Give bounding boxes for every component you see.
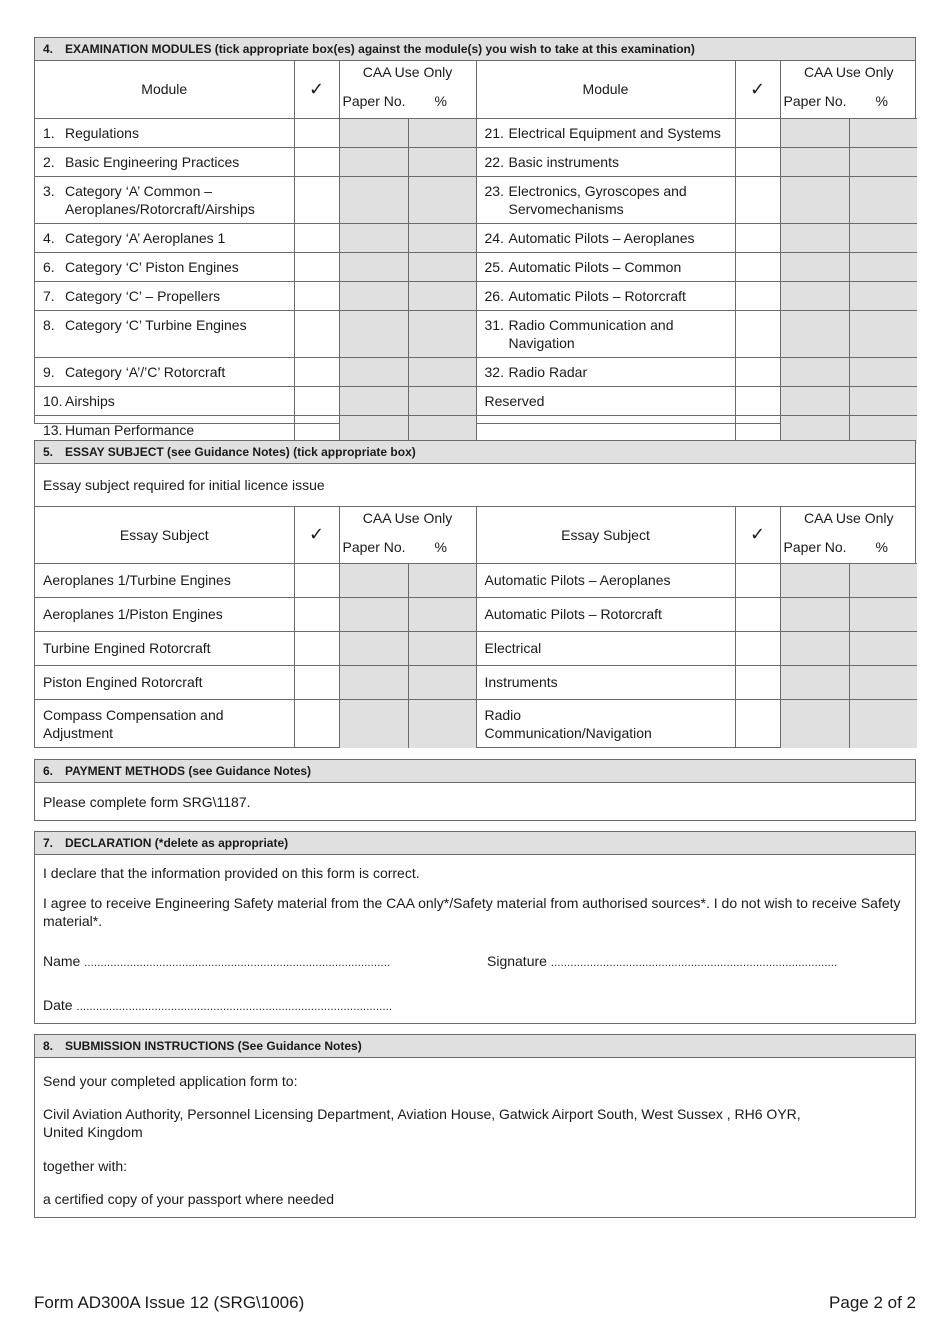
section-declaration: [34, 831, 916, 1024]
date-label: Date: [43, 997, 73, 1013]
module-cell: [476, 310, 735, 357]
declaration-line-2: I agree to receive Engineering Safety material from the CAA only*/Safety material from authorised sources*. I do not wish to receive Safety material*.: [43, 895, 901, 929]
caa-percent-cell: [408, 176, 476, 223]
section-6-header: [35, 760, 915, 783]
module-cell: [476, 281, 735, 310]
date-field[interactable]: [35, 996, 400, 1016]
section-title: DECLARATION (*delete as appropriate): [65, 836, 289, 850]
section-4-header: [35, 38, 915, 61]
caa-percent-cell: [849, 357, 917, 386]
paper-no-label: Paper No.: [342, 93, 406, 109]
date-dots: .................................................................................................: [76, 1001, 393, 1013]
essay-subject-cell: Automatic Pilots – Rotorcraft: [476, 597, 735, 631]
percent-label: %: [434, 539, 447, 555]
tick-column-header: ✓: [735, 61, 780, 118]
essay-tick-box[interactable]: [294, 563, 339, 597]
caa-percent-cell: [849, 252, 917, 281]
module-row: [35, 310, 917, 357]
tick-column-header: ✓: [294, 61, 339, 118]
module-tick-box[interactable]: [294, 281, 339, 310]
module-tick-box[interactable]: [294, 386, 339, 415]
section-submission-instructions: [34, 1034, 916, 1218]
caa-paper-no-cell: [780, 597, 849, 631]
caa-paper-no-cell: [780, 563, 849, 597]
module-number: 10.: [43, 392, 63, 409]
module-tick-box[interactable]: [735, 252, 780, 281]
module-number: 8.: [43, 316, 55, 333]
module-name: Radio Communication and: [508, 316, 674, 333]
caa-percent-cell: [849, 176, 917, 223]
module-name: Human Performance: [65, 421, 195, 438]
caa-paper-no-cell: [339, 597, 408, 631]
module-cell: [476, 118, 735, 147]
essay-subject-line: Adjustment: [43, 724, 114, 741]
name-label: Name: [43, 953, 81, 969]
caa-percent-cell: [408, 597, 476, 631]
caa-percent-cell: [408, 699, 476, 748]
essay-subject-cell: Electrical: [476, 631, 735, 665]
caa-use-only-header: [339, 507, 476, 563]
essay-header-row: [35, 507, 917, 563]
essay-subject-cell: Aeroplanes 1/Turbine Engines: [35, 563, 294, 597]
caa-paper-no-cell: [780, 147, 849, 176]
caa-paper-no-cell: [339, 223, 408, 252]
tick-column-header: ✓: [294, 507, 339, 563]
signature-field[interactable]: [479, 952, 845, 972]
module-row: [35, 223, 917, 252]
caa-paper-no-cell: [780, 176, 849, 223]
essay-tick-box[interactable]: [294, 597, 339, 631]
address-line-1: Civil Aviation Authority, Personnel Licensing Department, Aviation House, Gatwick Airport South, West Sussex , RH6 OYR,: [43, 1106, 801, 1122]
module-tick-box[interactable]: [735, 223, 780, 252]
name-dots: ..............................................................................................: [84, 957, 391, 969]
module-tick-box[interactable]: [735, 118, 780, 147]
module-tick-box[interactable]: [735, 310, 780, 357]
module-name: Category ‘C’ – Propellers: [65, 287, 221, 304]
module-number: 31.: [484, 316, 504, 333]
module-row: [35, 386, 917, 415]
essay-tick-box[interactable]: [735, 699, 780, 748]
tick-column-header: ✓: [735, 507, 780, 563]
module-tick-box[interactable]: [735, 147, 780, 176]
paper-no-label: Paper No.: [342, 539, 406, 555]
essay-row: [35, 597, 917, 631]
essay-tick-box[interactable]: [294, 631, 339, 665]
submission-address: [35, 1105, 809, 1141]
essay-table: [35, 507, 917, 748]
caa-use-only-label: CAA Use Only: [804, 510, 894, 526]
modules-table: [35, 61, 917, 444]
module-cell: [35, 118, 294, 147]
module-name: Category ‘A’ Common –: [65, 182, 213, 199]
payment-text: Please complete form SRG\1187.: [43, 794, 251, 810]
module-number: 22.: [484, 153, 504, 170]
essay-row: [35, 665, 917, 699]
percent-label: %: [434, 93, 447, 109]
caa-paper-no-cell: [339, 281, 408, 310]
caa-paper-no-cell: [780, 310, 849, 357]
caa-percent-cell: [849, 310, 917, 357]
percent-label: %: [875, 93, 888, 109]
caa-paper-no-cell: [780, 118, 849, 147]
module-number: 23.: [484, 182, 504, 199]
module-number: 1.: [43, 124, 55, 141]
caa-paper-no-cell: [339, 563, 408, 597]
module-number: 32.: [484, 363, 504, 380]
caa-percent-cell: [849, 223, 917, 252]
module-cell: [35, 252, 294, 281]
module-name-continued: Aeroplanes/Rotorcraft/Airships: [65, 200, 255, 217]
essay-subject-line: Radio: [484, 706, 522, 723]
caa-percent-cell: [408, 281, 476, 310]
submission-line-3: together with:: [43, 1158, 128, 1174]
submission-line-1: Send your completed application form to:: [43, 1073, 298, 1089]
caa-paper-no-cell: [339, 176, 408, 223]
essay-row: [35, 563, 917, 597]
caa-paper-no-cell: [780, 281, 849, 310]
section-number: 4.: [43, 42, 54, 56]
caa-paper-no-cell: [780, 357, 849, 386]
module-tick-box[interactable]: [294, 310, 339, 357]
module-number: 13.: [43, 421, 63, 438]
caa-percent-cell: [408, 386, 476, 415]
module-number: 7.: [43, 287, 55, 304]
caa-percent-cell: [408, 631, 476, 665]
module-tick-box[interactable]: [294, 176, 339, 223]
caa-percent-cell: [849, 147, 917, 176]
module-cell: [35, 386, 294, 415]
module-number: 25.: [484, 258, 504, 275]
caa-paper-no-cell: [339, 699, 408, 748]
module-column-header: Module: [476, 61, 735, 118]
module-name-continued: Servomechanisms: [508, 200, 624, 217]
module-number: 6.: [43, 258, 55, 275]
section-number: 8.: [43, 1039, 54, 1053]
module-cell: [35, 147, 294, 176]
caa-percent-cell: [408, 665, 476, 699]
module-name: Electrical Equipment and Systems: [508, 124, 721, 141]
caa-percent-cell: [849, 118, 917, 147]
caa-paper-no-cell: [339, 386, 408, 415]
essay-tick-box[interactable]: [735, 563, 780, 597]
caa-percent-cell: [408, 252, 476, 281]
caa-paper-no-cell: [339, 357, 408, 386]
caa-paper-no-cell: [339, 118, 408, 147]
paper-no-label: Paper No.: [783, 539, 847, 555]
module-tick-box[interactable]: [294, 118, 339, 147]
essay-tick-box[interactable]: [735, 597, 780, 631]
caa-paper-no-cell: [339, 252, 408, 281]
caa-paper-no-cell: [780, 631, 849, 665]
module-name: Basic Engineering Practices: [65, 153, 240, 170]
module-cell: [476, 386, 735, 415]
section-examination-modules: [34, 37, 916, 438]
module-row: [35, 357, 917, 386]
caa-percent-cell: [408, 357, 476, 386]
essay-row: [35, 631, 917, 665]
caa-paper-no-cell: [780, 699, 849, 748]
section-title: ESSAY SUBJECT (see Guidance Notes) (tick appropriate box): [65, 445, 416, 459]
module-name: Radio Radar: [508, 363, 588, 380]
signature-label: Signature: [487, 953, 547, 969]
module-tick-box[interactable]: [735, 386, 780, 415]
caa-percent-cell: [849, 699, 917, 748]
caa-percent-cell: [849, 597, 917, 631]
caa-paper-no-cell: [339, 310, 408, 357]
page-number: Page 2 of 2: [829, 1293, 916, 1312]
caa-percent-cell: [849, 631, 917, 665]
module-name: Category ‘C’ Piston Engines: [65, 258, 239, 275]
essay-subject-line: Communication/Navigation: [484, 724, 652, 741]
caa-use-only-label: CAA Use Only: [804, 64, 894, 80]
section-title: PAYMENT METHODS (see Guidance Notes): [65, 764, 312, 778]
percent-label: %: [875, 539, 888, 555]
module-number: 21.: [484, 124, 504, 141]
submission-line-4: a certified copy of your passport where needed: [43, 1191, 335, 1207]
module-number: 26.: [484, 287, 504, 304]
module-cell: [476, 147, 735, 176]
section-number: 5.: [43, 445, 54, 459]
section-7-header: [35, 832, 915, 855]
module-tick-box[interactable]: [735, 357, 780, 386]
essay-tick-box[interactable]: [294, 699, 339, 748]
caa-paper-no-cell: [780, 665, 849, 699]
module-tick-box[interactable]: [294, 147, 339, 176]
essay-intro: Essay subject required for initial licence issue: [43, 477, 325, 493]
caa-percent-cell: [408, 147, 476, 176]
module-cell: [476, 223, 735, 252]
module-cell: [35, 357, 294, 386]
caa-percent-cell: [408, 563, 476, 597]
essay-subject-column-header: Essay Subject: [35, 507, 294, 563]
module-row: [35, 281, 917, 310]
caa-paper-no-cell: [339, 665, 408, 699]
caa-use-only-label: CAA Use Only: [362, 64, 453, 80]
form-identifier: Form AD300A Issue 12 (SRG\1006): [34, 1293, 305, 1312]
module-name: Electronics, Gyroscopes and: [508, 182, 687, 199]
caa-percent-cell: [408, 118, 476, 147]
module-name: Regulations: [65, 124, 139, 141]
module-name: Basic instruments: [508, 153, 619, 170]
essay-intro-row: [35, 464, 915, 507]
caa-percent-cell: [849, 563, 917, 597]
section-essay-subject: [34, 440, 916, 748]
module-name: Reserved: [484, 392, 545, 409]
module-name: Airships: [65, 392, 115, 409]
essay-tick-box[interactable]: [735, 665, 780, 699]
module-name: Category ‘A’/’C’ Rotorcraft: [65, 363, 226, 380]
caa-percent-cell: [408, 310, 476, 357]
module-number: 9.: [43, 363, 55, 380]
name-field[interactable]: [35, 952, 398, 972]
module-name-continued: Navigation: [508, 334, 575, 351]
essay-subject-column-header: Essay Subject: [476, 507, 735, 563]
essay-tick-box[interactable]: [735, 631, 780, 665]
essay-subject-cell: Piston Engined Rotorcraft: [35, 665, 294, 699]
module-cell: [476, 252, 735, 281]
module-row: [35, 176, 917, 223]
module-number: 3.: [43, 182, 55, 199]
declaration-line-1: I declare that the information provided on this form is correct.: [43, 865, 420, 881]
module-cell: [476, 357, 735, 386]
essay-subject-cell: Automatic Pilots – Aeroplanes: [476, 563, 735, 597]
section-5-header: [35, 441, 915, 464]
module-number: 24.: [484, 229, 504, 246]
essay-subject-line: Compass Compensation and: [43, 706, 224, 723]
section-title: EXAMINATION MODULES (tick appropriate box(es) against the module(s) you wish to take at this examination): [65, 42, 695, 56]
modules-header-row: [35, 61, 917, 118]
caa-percent-cell: [849, 281, 917, 310]
section-number: 6.: [43, 764, 54, 778]
address-line-2: United Kingdom: [43, 1124, 143, 1140]
module-number: 2.: [43, 153, 55, 170]
module-name: Automatic Pilots – Common: [508, 258, 682, 275]
signature-dots: ........................................................................................: [550, 957, 838, 969]
caa-use-only-label: CAA Use Only: [362, 510, 453, 526]
section-8-header: [35, 1035, 915, 1058]
module-tick-box[interactable]: [735, 176, 780, 223]
module-tick-box[interactable]: [294, 252, 339, 281]
module-cell: [35, 223, 294, 252]
module-name: Category ‘A’ Aeroplanes 1: [65, 229, 226, 246]
caa-paper-no-cell: [780, 223, 849, 252]
essay-tick-box[interactable]: [294, 665, 339, 699]
module-tick-box[interactable]: [294, 357, 339, 386]
caa-use-only-header: [339, 61, 476, 118]
caa-paper-no-cell: [780, 386, 849, 415]
essay-subject-cell: [476, 699, 735, 748]
module-cell: [35, 176, 294, 223]
caa-percent-cell: [408, 223, 476, 252]
module-tick-box[interactable]: [294, 223, 339, 252]
module-row: [35, 118, 917, 147]
module-tick-box[interactable]: [735, 281, 780, 310]
caa-paper-no-cell: [339, 147, 408, 176]
essay-subject-cell: Aeroplanes 1/Piston Engines: [35, 597, 294, 631]
essay-subject-cell: Instruments: [476, 665, 735, 699]
module-cell: [35, 281, 294, 310]
caa-percent-cell: [849, 386, 917, 415]
module-name: Automatic Pilots – Rotorcraft: [508, 287, 686, 304]
module-cell: [35, 310, 294, 357]
module-row: [35, 252, 917, 281]
module-row: [35, 147, 917, 176]
module-column-header: Module: [35, 61, 294, 118]
module-name: Automatic Pilots – Aeroplanes: [508, 229, 695, 246]
caa-use-only-header: [780, 61, 917, 118]
module-cell: [476, 176, 735, 223]
essay-subject-cell: Turbine Engined Rotorcraft: [35, 631, 294, 665]
section-payment-methods: [34, 759, 916, 821]
module-number: 4.: [43, 229, 55, 246]
module-name: Category ‘C’ Turbine Engines: [65, 316, 247, 333]
caa-percent-cell: [849, 665, 917, 699]
caa-paper-no-cell: [339, 631, 408, 665]
essay-subject-cell: [35, 699, 294, 748]
section-title: SUBMISSION INSTRUCTIONS (See Guidance Notes): [65, 1039, 362, 1053]
caa-paper-no-cell: [780, 252, 849, 281]
paper-no-label: Paper No.: [783, 93, 847, 109]
essay-row: [35, 699, 917, 748]
section-number: 7.: [43, 836, 54, 850]
caa-use-only-header: [780, 507, 917, 563]
